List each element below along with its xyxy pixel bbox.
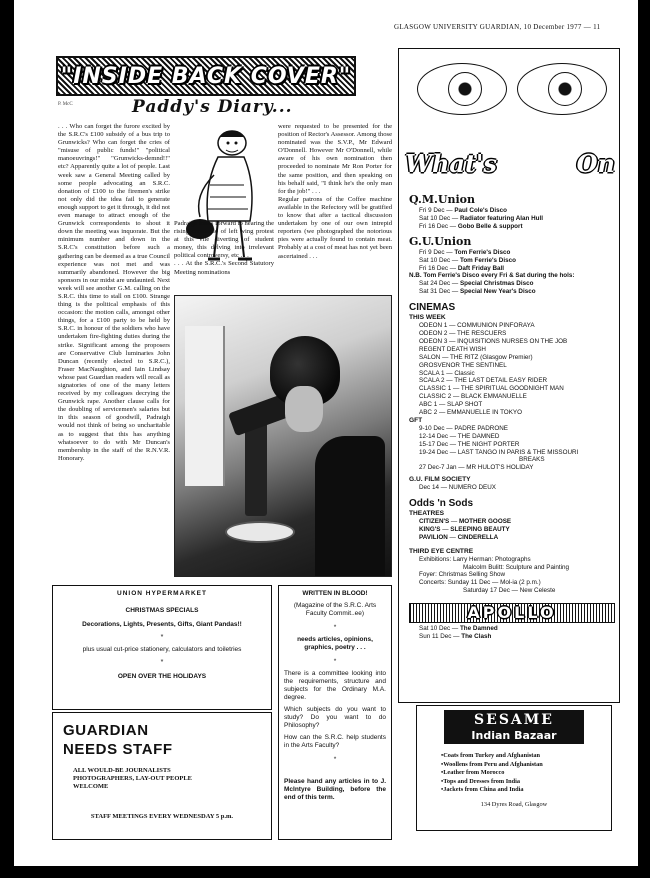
gft-line: 12-14 Dec — THE DAMNED <box>419 432 500 440</box>
gu-note: N.B. Tom Ferrie's Disco every Fri & Sat during the hols: <box>409 272 575 280</box>
ad-title: UNION HYPERMARKET <box>117 590 207 597</box>
inside-back-cover-banner <box>56 56 356 96</box>
cinema-line: SALON — THE RITZ (Glasgow Premier) <box>419 353 533 361</box>
ad-paragraph: There is a committee looking into the requirements, structure and subjects for the Ordinary M.A. degree. <box>284 670 386 701</box>
listing-line: Sat 10 Dec — Tom Ferrie's Disco <box>419 256 516 264</box>
gu-union-heading: G.U.Union <box>409 234 472 248</box>
ad-heading-1: GUARDIAN <box>63 722 149 739</box>
microscope-photo <box>174 295 392 577</box>
list-item: •Jackets from China and India <box>441 786 524 794</box>
ad-paragraph: Which subjects do you want to study? Do you want to do Philosophy? <box>284 706 386 729</box>
diary-column-3 <box>278 123 392 293</box>
listing-line: Sat 10 Dec — Radiator featuring Alan Hull <box>419 214 543 222</box>
cinema-line: GROSVENOR THE SENTINEL <box>419 361 507 369</box>
gft-line: 15-17 Dec — THE NIGHT PORTER <box>419 440 520 448</box>
tec-line: Saturday 17 Dec — New Celeste <box>463 587 556 595</box>
union-hypermarket-ad <box>52 585 272 710</box>
list-item: •Tops and Dresses from India <box>441 777 521 785</box>
odds-n-sods-heading: Odds 'n Sods <box>409 498 474 510</box>
cinema-line: ABC 2 — EMMANUELLE IN TOKYO <box>419 409 522 417</box>
star-icon: * <box>160 633 164 641</box>
theatre-line: CITIZEN'S — MOTHER GOOSE <box>419 518 512 525</box>
tec-line: Exhibitions: Larry Herman: Photographs <box>419 555 531 563</box>
diary-column-2 <box>174 220 274 292</box>
diary-paragraph: . . . Who can forget the furore excited by the S.R.C's £100 subsidy of a bus trip to Grunwicks? Who can forget the cries of "misuse of public funds!" "political manoeuvrings!" "Grunwicks-demnd!!" etc? Apparently quite a lot of people. Last week saw a General Meeting called by some people advocating an S.R.C. donation of £100 to the firemen's strike not only did the idea fail to generate enough support to get it through, it did not even manage to attract enough of the Grunwick correspondents to shout it down the meeting was inquorate. But the minimum number and down in the S.R.C's constitution before such a gathering can be deemed as a true Council experience was not met and was summarily abandoned. However the big sponsors in our midst are undaunted. Next week will see another G.M. calling on the S.R.C. this time to stall on £100. Strange thing is the political emphasis of this occasion: the motion calls, amongst other things, for a £100 party to be held by S.R.C. in honour of the soldiers who have undertaken fire-fighting duties during the strike. Significant among the proposers are Conservative Club luminaries John Duncan (recently elected to S.R.C.), Fraser MacNaughton, and Iain Lindsay whose past Guardian readers will recall as signatories of one of the many letters received by my colleagues decrying the Grunwick rape. Another clause calls for the doubling of servicemen's salaries but in this season of goodwill, Padraigh would not think of being so uncharitable as to suggest that this has anything whatsoever to do with Mr Duncan's membership in the staff of the R.N.V.R. Honorary. <box>58 123 170 462</box>
sesame-subtitle: Indian Bazaar <box>471 729 557 742</box>
cinema-line: SCALA 1 — Classic <box>419 369 475 377</box>
diary-paragraph: . . . At the S.R.C.'s Second Statutory Meeting nominations <box>174 260 274 276</box>
ad-items: Decorations, Lights, Presents, Gifts, Giant Pandas!! <box>82 621 242 628</box>
tec-line: Concerts: Sunday 11 Dec — Mol-ia (2 p.m.) <box>419 579 541 587</box>
listing-line: Sat 31 Dec — Special New Year's Disco <box>419 288 536 296</box>
gft-line: BREAKS <box>519 456 545 464</box>
tec-line: Foyer: Christmas Selling Show <box>419 571 506 579</box>
list-item: •Leather from Morocco <box>441 769 505 777</box>
cinema-line: ODEON 1 — COMMUNION PINFORAYA <box>419 322 535 330</box>
ad-footer: OPEN OVER THE HOLIDAYS <box>117 673 207 680</box>
listing-line: Fri 9 Dec — Tom Ferrie's Disco <box>419 248 511 256</box>
gft-heading: GFT <box>409 416 423 424</box>
sesame-logo <box>444 710 584 744</box>
theatre-line: PAVILION — CINDERELLA <box>419 533 499 541</box>
ad-title: WRITTEN IN BLOOD! <box>302 590 368 597</box>
whats-on-title-right: On <box>576 148 615 178</box>
list-item: •Woollens from Peru and Afghanistan <box>441 760 543 768</box>
ad-sub-1: ALL WOULD-BE JOURNALISTS <box>73 767 171 774</box>
apollo-banner <box>409 603 615 623</box>
gft-line: 19-24 Dec — LAST TANGO IN PARIS & THE MISSOURI <box>419 448 579 456</box>
cinema-line: REGENT DEATH WISH <box>419 345 486 353</box>
eye-icon <box>417 63 507 115</box>
diary-paragraph: Padraigh looks forward to hearing the rising crescendo of left wing protest at this vile diverting of student money, this delving into irrelevant political controversy, etc . . . <box>174 220 274 260</box>
star-icon: * <box>333 658 337 665</box>
diary-paragraph: Regular patrons of the Coffee machine available in the Refectory will be gratified to know that after a tactical discussion undertaken by one of our own intrepid reporters (we photographed the notorious pies were actually found to contain meat. Probably at a cost of meat has not yet been ascertained . . . <box>278 195 392 260</box>
cinema-line: CLASSIC 1 — THE SPIRITUAL GOODNIGHT MAN <box>419 385 564 393</box>
banner-text: "INSIDE BACK COVER" <box>60 63 352 89</box>
listing-line: Fri 9 Dec — Paul Cole's Disco <box>419 207 507 214</box>
diary-byline: P. McC <box>58 102 73 107</box>
diary-paragraph: were requested to be presented for the position of Rector's Assessor. Among those nominated was the S.V.P., Mr Edward O'Donnell. However Mr O'Donnell, while aware of his own nomination then proceeded to nominate Mr Ron Porter for the same position, and then speaking on his behalf said, "I think he's the only man for the job!" . . . <box>278 123 392 195</box>
ad-specials: CHRISTMAS SPECIALS <box>125 606 199 614</box>
eyes-illustration <box>405 53 613 143</box>
cinema-line: CLASSIC 2 — BLACK EMMANUELLE <box>419 393 527 401</box>
theatre-line: KING'S — SLEEPING BEAUTY <box>419 525 510 533</box>
star-icon: * <box>333 624 337 631</box>
gft-line: 27 Dec-7 Jan — MR HULOT'S HOLIDAY <box>419 464 534 472</box>
cinema-line: ABC 1 — SLAP SHOT <box>419 401 483 409</box>
listing-line: Fri 16 Dec — Gobo Belle & support <box>419 222 523 230</box>
page-header: GLASGOW UNIVERSITY GUARDIAN, 10 December 1977 — 11 <box>394 23 601 31</box>
ad-sub-3: WELCOME <box>73 783 109 790</box>
diary-title: Paddy's Diary... <box>132 97 293 117</box>
cinema-line: ODEON 2 — THE RESCUERS <box>419 329 507 337</box>
ad-plus: plus usual cut-price stationery, calculators and toiletries <box>82 646 242 653</box>
ad-subtitle: (Magazine of the S.R.C. Arts Faculty Commit..ee) <box>293 602 377 617</box>
cinema-line: ODEON 3 — INQUISITIONS NURSES ON THE JOB <box>419 337 568 345</box>
sesame-name: SESAME <box>474 712 554 728</box>
sesame-address: 134 Dyres Road, Glasgow <box>480 800 548 808</box>
star-icon: * <box>333 756 337 763</box>
ad-heading-2: NEEDS STAFF <box>63 741 173 758</box>
qm-union-heading: Q.M.Union <box>409 193 475 206</box>
third-eye-centre-heading: THIRD EYE CENTRE <box>409 547 474 555</box>
cinema-line: SCALA 2 — THE LAST DETAIL EASY RIDER <box>419 377 548 385</box>
sesame-items <box>421 752 607 795</box>
whats-on-title-left: What's <box>405 148 497 178</box>
ad-needs: needs articles, opinions, graphics, poetry . . . <box>297 636 373 651</box>
guardian-staff-ad <box>52 712 272 840</box>
gufs-line: Dec 14 — NUMERO DEUX <box>419 484 496 492</box>
cinemas-heading: CINEMAS <box>409 302 456 314</box>
listing-line: Sat 24 Dec — Special Christmas Disco <box>419 280 534 288</box>
this-week-label: THIS WEEK <box>409 314 446 322</box>
apollo-line: Sun 11 Dec — The Clash <box>419 633 492 641</box>
apollo-line: Sat 10 Dec — The Damned <box>419 625 498 633</box>
whats-on-box <box>398 48 620 703</box>
gft-line: 9-10 Dec — PADRE PADRONE <box>419 424 508 432</box>
theatres-heading: THEATRES <box>409 510 445 518</box>
whats-on-listings <box>409 189 615 641</box>
ad-paragraph: Please hand any articles in to J. McIntyre Building, before the end of this term. <box>284 778 386 801</box>
tec-line: Malcolm Bulitt: Sculpture and Painting <box>463 563 570 571</box>
eye-icon <box>517 63 607 115</box>
list-item: •Coats from Turkey and Afghanistan <box>441 752 541 759</box>
whats-on-title <box>405 145 615 181</box>
newspaper-page <box>14 0 638 866</box>
ad-paragraph: How can the S.R.C. help students in the Arts Faculty? <box>284 734 386 749</box>
ad-sub-2: PHOTOGRAPHERS, LAY-OUT PEOPLE <box>73 775 193 782</box>
sesame-ad <box>416 705 612 831</box>
listing-line: Fri 16 Dec — Daft Friday Ball <box>419 264 505 272</box>
ad-footer: STAFF MEETINGS EVERY WEDNESDAY 5 p.m. <box>90 813 234 820</box>
diary-column-1 <box>58 123 170 578</box>
star-icon: * <box>160 658 164 666</box>
apollo-heading: APOLLO <box>467 603 557 623</box>
written-in-blood-ad <box>278 585 392 840</box>
gu-film-society-heading: G.U. FILM SOCIETY <box>409 476 471 484</box>
